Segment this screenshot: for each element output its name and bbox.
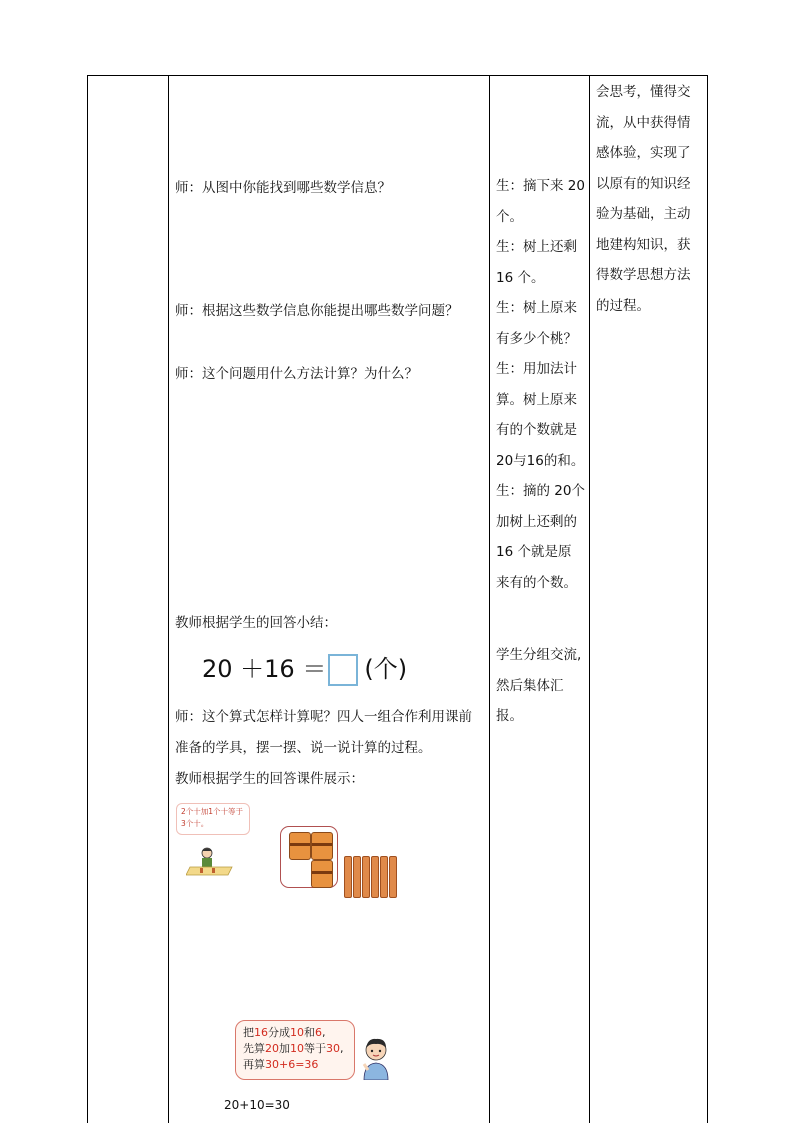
- bundle-of-ten-3: [311, 860, 333, 888]
- student-line: 生：树上原来: [496, 300, 577, 316]
- student-line: 20与16的和。: [496, 452, 585, 469]
- student-responses: [496, 171, 588, 598]
- student-line: 加树上还剩的: [496, 513, 577, 530]
- student-line: 16 个就是原: [496, 544, 572, 560]
- intent-line: 的过程。: [596, 297, 650, 314]
- equation-left: 20 ＋16 ＝: [202, 655, 327, 683]
- intent-line: 地建构知识，获: [596, 236, 691, 253]
- intent-line: 得数学思想方法: [596, 267, 691, 283]
- student-line: 有的个数就是: [496, 422, 577, 438]
- bubble1-line1: 2个十加1个十等于: [181, 807, 244, 816]
- student-line: 16 个。: [496, 269, 545, 286]
- bubble1-line2: 3个十。: [181, 819, 209, 828]
- single-stick-4: [371, 856, 379, 898]
- speech-bubble-tens: [176, 803, 250, 835]
- teacher-question-4-line1: 师：这个算式怎样计算呢？四人一组合作利用课前: [175, 709, 472, 725]
- teacher-summary: 教师根据学生的回答小结：: [175, 615, 337, 631]
- student-line: 然后集体汇报。: [496, 677, 564, 724]
- bundle-of-ten-1: [289, 832, 311, 860]
- bubble2-line1: 把16分成10和6,: [243, 1026, 326, 1039]
- student-line: 有多少个桃？: [496, 330, 577, 347]
- student-line: 生：摘的 20个: [496, 483, 585, 499]
- intent-line: 会思考，懂得交: [596, 84, 691, 100]
- teacher-question-1: 师：从图中你能找到哪些数学信息？: [175, 180, 391, 196]
- speech-bubble-method: [235, 1020, 355, 1080]
- student-group-activity: [496, 640, 588, 732]
- intent-line: 以原有的知识经: [596, 175, 691, 192]
- single-stick-2: [353, 856, 361, 898]
- teacher-question-2: 师：根据这些数学信息你能提出哪些数学问题？: [175, 303, 459, 319]
- student-line: 来有的个数。: [496, 574, 577, 591]
- student-line: 生：摘下来 20: [496, 178, 585, 194]
- teacher-question-4-line2: 准备的学具，摆一摆、说一说计算的过程。: [175, 740, 432, 756]
- single-stick-3: [362, 856, 370, 898]
- teacher-show-caption: 教师根据学生的回答课件展示：: [175, 771, 364, 787]
- single-stick-6: [389, 856, 397, 898]
- bundle-of-ten-2: [311, 832, 333, 860]
- single-stick-1: [344, 856, 352, 898]
- teacher-question-3: 师：这个问题用什么方法计算？为什么？: [175, 366, 418, 382]
- student-at-desk-illustration: [186, 845, 236, 879]
- intent-line: 流，从中获得情: [596, 114, 691, 131]
- equation: [202, 652, 407, 686]
- boy-thinking-illustration: [358, 1036, 394, 1080]
- student-line: 生：用加法计: [496, 361, 577, 377]
- intent-line: 验为基础，主动: [596, 206, 691, 222]
- student-line: 生：树上还剩: [496, 239, 577, 255]
- column-divider-2: [489, 75, 490, 1123]
- table-top-border: [87, 75, 708, 76]
- table-right-border: [707, 75, 708, 1123]
- bubble2-line3: 再算30+6=36: [243, 1058, 319, 1071]
- column-divider-1: [168, 75, 169, 1123]
- bottom-equation: 20+10=30: [224, 1098, 290, 1112]
- single-stick-5: [380, 856, 388, 898]
- table-left-border: [87, 75, 88, 1123]
- bubble2-line2: 先算20加10等于30,: [243, 1042, 344, 1055]
- student-line: 个。: [496, 208, 523, 225]
- column-divider-3: [589, 75, 590, 1123]
- design-intent: [596, 77, 704, 321]
- answer-box: [328, 654, 358, 686]
- student-line: 算。树上原来: [496, 391, 577, 408]
- student-line: 学生分组交流,: [496, 647, 582, 663]
- intent-line: 感体验，实现了: [596, 145, 691, 161]
- equation-unit: (个): [364, 655, 408, 683]
